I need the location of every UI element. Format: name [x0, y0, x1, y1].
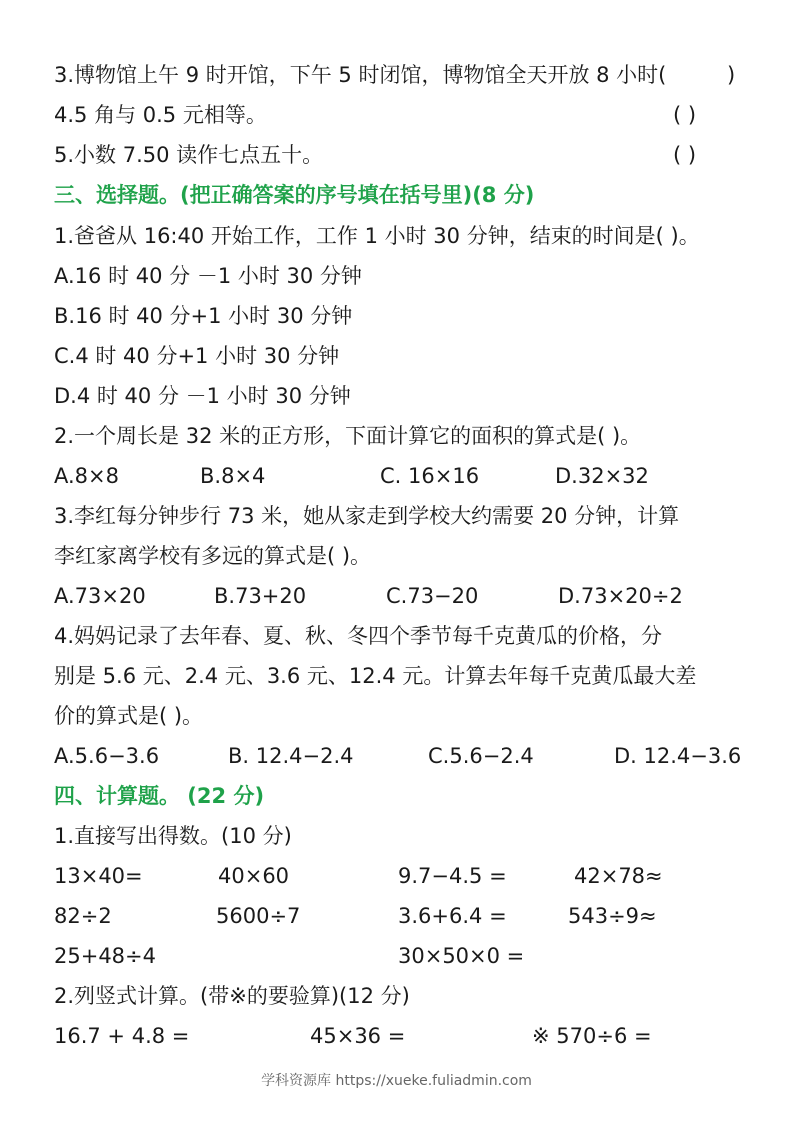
s4-p1-r3-c1: 25+48÷4	[54, 944, 156, 968]
s3-q1-text: 1.爸爸从 16:40 开始工作，工作 1 小时 30 分钟，结束的时间是( )。	[54, 224, 700, 248]
s3-q1-option-d: D.4 时 40 分 －1 小时 30 分钟	[54, 384, 351, 408]
s3-q4-option-b: B. 12.4−2.4	[228, 744, 354, 768]
s3-q2-text: 2.一个周长是 32 米的正方形，下面计算它的面积的算式是( )。	[54, 424, 642, 448]
s4-p1-r3-c3: 30×50×0 =	[398, 944, 525, 968]
s3-q3-option-a: A.73×20	[54, 584, 146, 608]
s4-p1-r2-c4: 543÷9≈	[568, 904, 657, 928]
s3-q2-option-a: A.8×8	[54, 464, 119, 488]
s4-p2-title: 2.列竖式计算。(带※的要验算)(12 分)	[54, 984, 410, 1008]
s4-p1-title: 1.直接写出得数。(10 分)	[54, 824, 292, 848]
s3-q2-option-c: C. 16×16	[380, 464, 480, 488]
s4-p1-r1-c1: 13×40=	[54, 864, 143, 888]
s3-q1-option-b: B.16 时 40 分+1 小时 30 分钟	[54, 304, 353, 328]
s3-q4-line1: 4.妈妈记录了去年春、夏、秋、冬四个季节每千克黄瓜的价格，分	[54, 624, 663, 648]
s3-q3-option-b: B.73+20	[214, 584, 307, 608]
section3-title: 三、选择题。(把正确答案的序号填在括号里)(8 分)	[54, 183, 535, 207]
s3-q3-line1: 3.李红每分钟步行 73 米，她从家走到学校大约需要 20 分钟，计算	[54, 504, 680, 528]
s4-p1-r2-c2: 5600÷7	[216, 904, 301, 928]
s3-q4-option-c: C.5.6−2.4	[428, 744, 534, 768]
judge-q3: 3.博物馆上午 9 时开馆，下午 5 时闭馆，博物馆全天开放 8 小时(	[54, 63, 667, 87]
s4-p1-r1-c3: 9.7−4.5 =	[398, 864, 507, 888]
s3-q1-option-a: A.16 时 40 分 －1 小时 30 分钟	[54, 264, 362, 288]
footer-watermark: 学科资源库 https://xueke.fuliadmin.com	[261, 1073, 532, 1089]
s3-q4-line2: 别是 5.6 元、2.4 元、3.6 元、12.4 元。计算去年每千克黄瓜最大差	[54, 664, 697, 688]
judge-q5-paren: ( )	[673, 143, 697, 167]
s4-p1-r1-c2: 40×60	[218, 864, 290, 888]
judge-q4-paren: ( )	[673, 103, 697, 127]
judge-q5: 5.小数 7.50 读作七点五十。	[54, 143, 324, 167]
s3-q2-option-d: D.32×32	[555, 464, 649, 488]
s3-q4-option-d: D. 12.4−3.6	[614, 744, 742, 768]
s3-q3-option-d: D.73×20÷2	[558, 584, 683, 608]
s3-q3-option-c: C.73−20	[386, 584, 479, 608]
s4-p1-r2-c3: 3.6+6.4 =	[398, 904, 507, 928]
s3-q4-line3: 价的算式是( )。	[54, 704, 204, 728]
s3-q2-option-b: B.8×4	[200, 464, 266, 488]
s4-p1-r2-c1: 82÷2	[54, 904, 112, 928]
section4-title: 四、计算题。 (22 分)	[54, 784, 265, 808]
s4-p1-r1-c4: 42×78≈	[574, 864, 663, 888]
judge-q3-close: )	[727, 63, 736, 87]
s4-p2-item3: ※ 570÷6 =	[532, 1024, 652, 1048]
s4-p2-item2: 45×36 =	[310, 1024, 406, 1048]
s3-q3-line2: 李红家离学校有多远的算式是( )。	[54, 544, 372, 568]
judge-q4: 4.5 角与 0.5 元相等。	[54, 103, 267, 127]
s4-p2-item1: 16.7 + 4.8 =	[54, 1024, 190, 1048]
s3-q4-option-a: A.5.6−3.6	[54, 744, 160, 768]
s3-q1-option-c: C.4 时 40 分+1 小时 30 分钟	[54, 344, 340, 368]
